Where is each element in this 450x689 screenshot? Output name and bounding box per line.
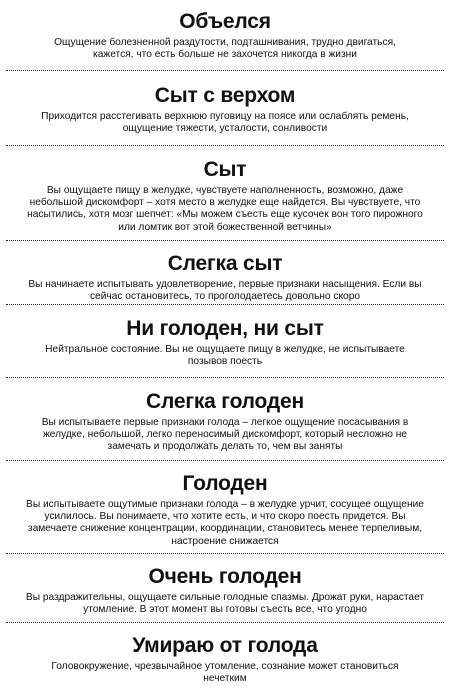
level-description: Вы испытываете ощутимые признаки голода – в желудке урчит, сосущее ощущение усилилось. Вы понимаете, что хотите есть, и что скоро поесть придется. Вы замечаете снижение концентрации, координации, становитесь менее терпеливым, настроение снижается bbox=[26, 499, 424, 547]
level-title: Умираю от голода bbox=[132, 634, 318, 657]
dotted-divider bbox=[6, 70, 444, 71]
level-slightly-full bbox=[0, 252, 450, 303]
level-description: Головокружение, чрезвычайное утомление, сознание может становиться нечетким bbox=[51, 661, 399, 685]
dotted-divider bbox=[6, 377, 444, 378]
level-description: Вы раздражительны, ощущаете сильные голодные спазмы. Дрожат руки, нарастает утомление. В этот момент вы готовы съесть все, что угодно bbox=[25, 592, 425, 616]
dotted-divider bbox=[6, 145, 444, 146]
level-starving bbox=[0, 634, 450, 685]
level-overate bbox=[0, 10, 450, 61]
level-full bbox=[0, 158, 450, 234]
level-description: Ощущение болезненной раздутости, подташнивания, трудно двигаться, кажется, что есть больше не захочется никогда в жизни bbox=[54, 37, 396, 61]
level-very-hungry bbox=[0, 565, 450, 616]
level-hungry bbox=[0, 472, 450, 548]
level-title: Голоден bbox=[182, 472, 268, 495]
dotted-divider bbox=[6, 622, 444, 623]
level-description: Приходится расстегивать верхнюю пуговицу на поясе или ослаблять ремень, ощущение тяжести, усталости, сонливости bbox=[41, 111, 409, 135]
level-title: Слегка сыт bbox=[167, 252, 283, 275]
level-title: Слегка голоден bbox=[146, 390, 304, 413]
level-title: Ни голоден, ни сыт bbox=[126, 317, 324, 340]
level-title: Очень голоден bbox=[148, 565, 302, 588]
level-overfull bbox=[0, 84, 450, 135]
level-title: Сыт с верхом bbox=[154, 84, 296, 107]
level-title: Сыт bbox=[203, 158, 247, 181]
dotted-divider bbox=[6, 304, 444, 305]
level-slightly-hungry bbox=[0, 390, 450, 454]
level-title: Объелся bbox=[179, 10, 271, 33]
dotted-divider bbox=[6, 240, 444, 241]
dotted-divider bbox=[6, 460, 444, 461]
level-neutral bbox=[0, 317, 450, 368]
level-description: Вы ощущаете пищу в желудке, чувствуете наполненность, возможно, даже небольшой дискомфорт – хотя место в желудке еще найдется. Вы чувствуете, что насытились, хотя мозг шепчет: «Мы можем съесть еще кусочек вон того пирожного или ломтик вот этой божественной ветчины» bbox=[27, 185, 423, 233]
dotted-divider bbox=[6, 553, 444, 554]
level-description: Нейтральное состояние. Вы не ощущаете пищу в желудке, не испытываете позывов поесть bbox=[45, 344, 405, 368]
level-description: Вы испытываете первые признаки голода – легкое ощущение посасывания в желудке, небольшой, легко переносимый дискомфорт, который несложно не замечать и продолжать делать то, чем вы заняты bbox=[41, 417, 409, 453]
level-description: Вы начинаете испытывать удовлетворение, первые признаки насыщения. Если вы сейчас остановитесь, то проголодаетесь довольно скоро bbox=[28, 279, 422, 303]
